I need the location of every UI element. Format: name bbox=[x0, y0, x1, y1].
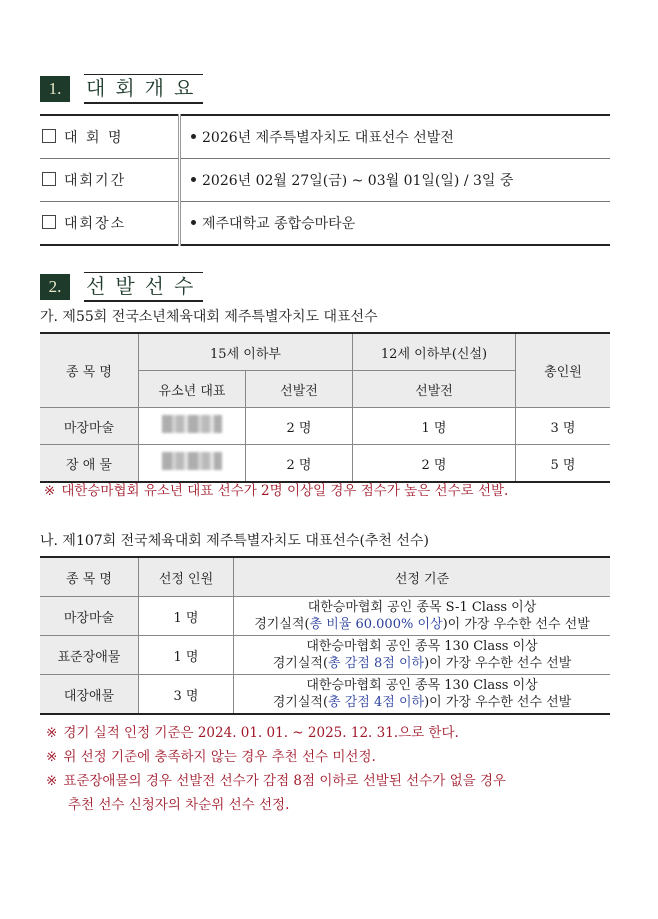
header-count: 선정 인원 bbox=[139, 557, 234, 597]
cell-event: 대장애물 bbox=[40, 675, 139, 715]
part-a-table bbox=[40, 332, 610, 483]
part-b-notes bbox=[46, 722, 506, 816]
cell-criteria: 대한승마협회 공인 종목 130 Class 이상 경기실적(총 감점 4점 이하)이 가장 우수한 선수 선발 bbox=[234, 675, 611, 715]
table-row bbox=[40, 159, 610, 202]
section-title: 대회개요 bbox=[84, 74, 203, 104]
cell-criteria: 대한승마협회 공인 종목 S-1 Class 이상 경기실적(총 비율 60.000% 이상)이 가장 우수한 선수 선발 bbox=[234, 597, 611, 636]
cell-event: 표준장애물 bbox=[40, 636, 139, 675]
table-row bbox=[40, 675, 610, 715]
reference-mark-icon: ※ bbox=[44, 483, 56, 499]
cell-u15-trial: 2 명 bbox=[246, 408, 353, 445]
header-u12: 12세 이하부(신설) bbox=[353, 333, 516, 371]
part-b-table bbox=[40, 556, 610, 715]
table-row bbox=[40, 597, 610, 636]
cell-event: 장 애 물 bbox=[40, 445, 139, 483]
cell-count: 3 명 bbox=[139, 675, 234, 715]
cell-event: 마장마술 bbox=[40, 408, 139, 445]
overview-table bbox=[40, 114, 610, 246]
cell-total: 5 명 bbox=[516, 445, 611, 483]
header-total: 총인원 bbox=[516, 333, 611, 408]
part-a-note: ※ 대한승마협회 유소년 대표 선수가 2명 이상일 경우 점수가 높은 선수로 선발. bbox=[44, 483, 509, 499]
header-u12-trial: 선발전 bbox=[353, 371, 516, 408]
redacted-name bbox=[162, 452, 222, 470]
section1-heading bbox=[40, 74, 203, 104]
cell-youth-blurred bbox=[139, 445, 246, 483]
bullet-icon bbox=[191, 220, 196, 225]
cell-criteria: 대한승마협회 공인 종목 130 Class 이상 경기실적(총 감점 8점 이하)이 가장 우수한 선수 선발 bbox=[234, 636, 611, 675]
part-a-title: 가. 제55회 전국소년체육대회 제주특별자치도 대표선수 bbox=[40, 309, 378, 325]
header-event: 종 목 명 bbox=[40, 333, 139, 408]
section-number: 2. bbox=[40, 274, 70, 300]
bullet-icon bbox=[191, 134, 196, 139]
checkbox-square-icon bbox=[42, 172, 56, 186]
row-label: 대회장소 bbox=[40, 202, 180, 246]
header-u15-youth: 유소년 대표 bbox=[139, 371, 246, 408]
criteria-highlight: 총 비율 60.000% 이상 bbox=[309, 617, 443, 632]
header-criteria: 선정 기준 bbox=[234, 557, 611, 597]
cell-total: 3 명 bbox=[516, 408, 611, 445]
table-row bbox=[40, 636, 610, 675]
cell-u12-trial: 2 명 bbox=[353, 445, 516, 483]
header-event: 종 목 명 bbox=[40, 557, 139, 597]
note-line: 추천 선수 신청자의 차순위 선수 선정. bbox=[68, 797, 290, 813]
note-line: ※ 위 선정 기준에 충족하지 않는 경우 추천 선수 미선정. bbox=[46, 749, 376, 765]
cell-count: 1 명 bbox=[139, 597, 234, 636]
cell-u12-trial: 1 명 bbox=[353, 408, 516, 445]
header-u15: 15세 이하부 bbox=[139, 333, 353, 371]
criteria-highlight: 총 감점 4점 이하 bbox=[328, 695, 425, 710]
bullet-icon bbox=[191, 177, 196, 182]
section-title: 선발선수 bbox=[84, 272, 203, 302]
row-value: 2026년 제주특별자치도 대표선수 선발전 bbox=[180, 115, 611, 159]
row-label: 대회기간 bbox=[40, 159, 180, 202]
table-row bbox=[40, 408, 610, 445]
part-b-title: 나. 제107회 전국체육대회 제주특별자치도 대표선수(추천 선수) bbox=[40, 533, 429, 549]
criteria-highlight: 총 감점 8점 이하 bbox=[328, 656, 425, 671]
table-row bbox=[40, 115, 610, 159]
redacted-name bbox=[162, 415, 222, 433]
table-row bbox=[40, 445, 610, 483]
row-value: 2026년 02월 27일(금) ~ 03월 01일(일) / 3일 중 bbox=[180, 159, 611, 202]
cell-youth-blurred bbox=[139, 408, 246, 445]
row-label: 대 회 명 bbox=[40, 115, 180, 159]
header-u15-trial: 선발전 bbox=[246, 371, 353, 408]
section2-heading bbox=[40, 272, 203, 302]
checkbox-square-icon bbox=[42, 129, 56, 143]
cell-count: 1 명 bbox=[139, 636, 234, 675]
table-row bbox=[40, 202, 610, 246]
cell-u15-trial: 2 명 bbox=[246, 445, 353, 483]
note-line: ※ 경기 실적 인정 기준은 2024. 01. 01. ~ 2025. 12. 31.으로 한다. bbox=[46, 725, 459, 741]
note-line: ※ 표준장애물의 경우 선발전 선수가 감점 8점 이하로 선발된 선수가 없을 경우 bbox=[46, 773, 507, 789]
checkbox-square-icon bbox=[42, 215, 56, 229]
row-value: 제주대학교 종합승마타운 bbox=[180, 202, 611, 246]
cell-event: 마장마술 bbox=[40, 597, 139, 636]
section-number: 1. bbox=[40, 76, 70, 102]
